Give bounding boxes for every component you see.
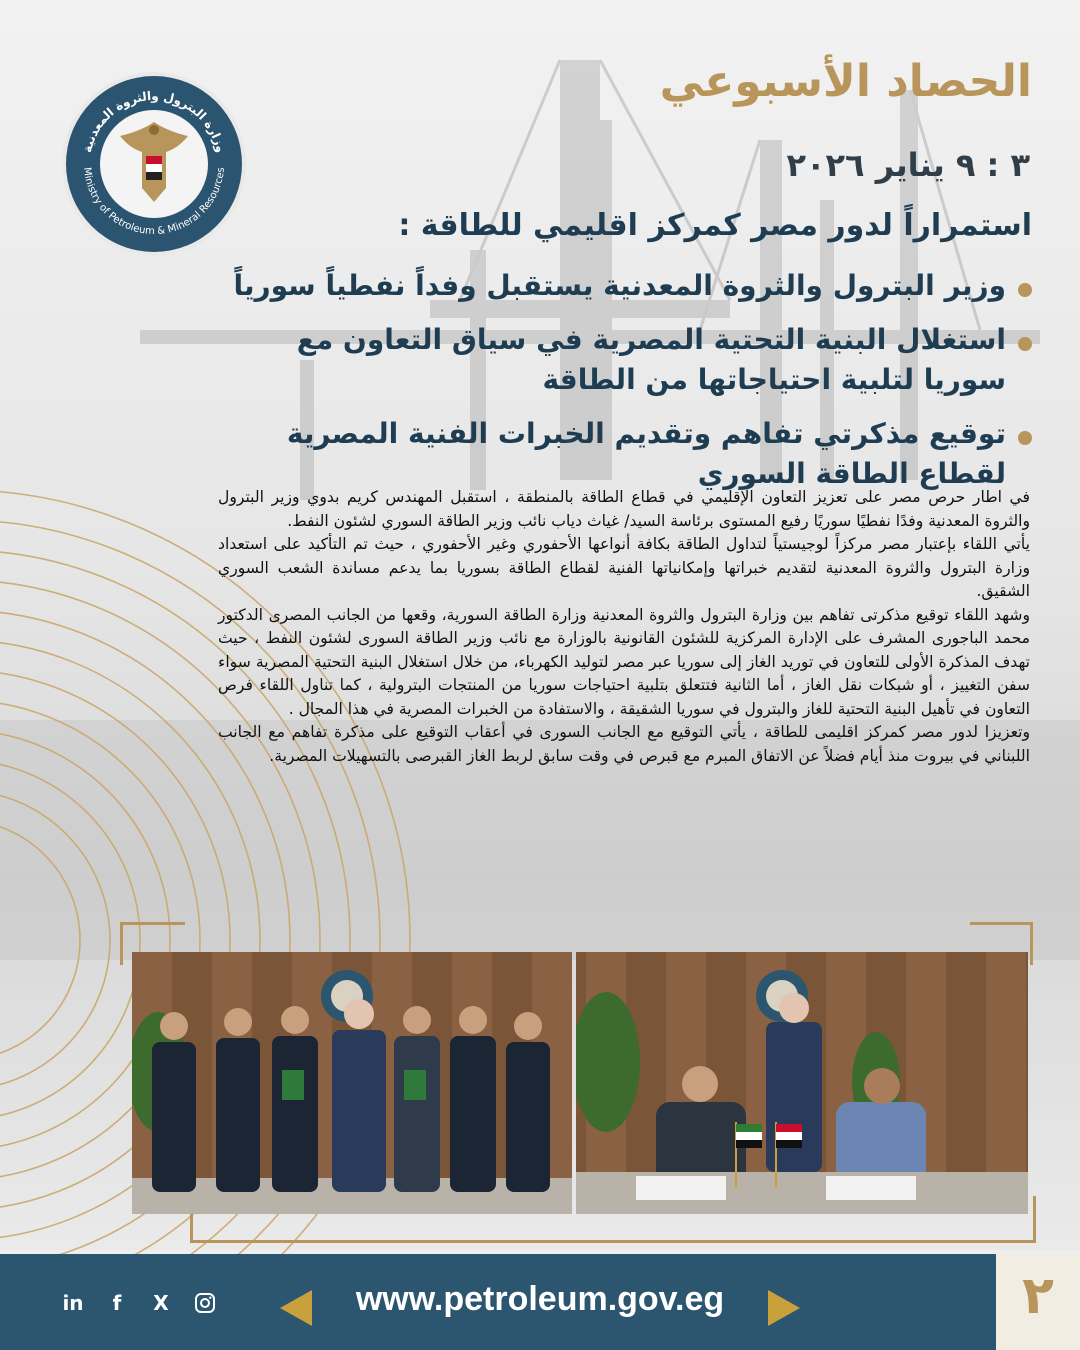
body-paragraph: وشهد اللقاء توقيع مذكرتى تفاهم بين وزارة البترول والثروة المعدنية وزارة الطاقة السورية، وقعها من الجانب المصرى الدكتور محمد الباجورى المشرف على الإدارة المركزية للشئون القانونية بالوزارة مع نائب وزير الطاقة السورى لشئون النفط ، حيث تهدف المذكرة الأولى للتعاون في توريد الغاز إلى سوريا عبر مصر لتوليد الكهرباء، من خلال استغلال البنية التحتية المصرية سواء سفن التغييز ، أو شبكات نقل الغاز ، أما الثانية فتتعلق بتلبية احتياجات سوريا من المنتجات البترولية ، كما تناول اللقاء فرص التعاون في تأهيل البنية التحتية للغاز والبترول في سوريا الشقيقة ، والاستفادة من الخبرات المصرية في هذا المجال . bbox=[218, 605, 1030, 718]
footer-bar bbox=[0, 1254, 1080, 1350]
page-title: الحصاد الأسبوعي bbox=[659, 56, 1032, 107]
website-link[interactable]: www.petroleum.gov.eg bbox=[355, 1280, 725, 1318]
page-number: ٢ bbox=[996, 1254, 1080, 1350]
bullet-item: استغلال البنية التحتية المصرية في سياق التعاون مع سوريا لتلبية احتياجاتها من الطاقة bbox=[220, 320, 1032, 400]
next-arrow-icon[interactable] bbox=[768, 1290, 800, 1326]
svg-text:Ministry of Petroleum & Minera: Ministry of Petroleum & Mineral Resources bbox=[80, 166, 227, 238]
headline: استمراراً لدور مصر كمركز اقليمي للطاقة : bbox=[398, 208, 1032, 243]
x-icon[interactable]: X bbox=[153, 1291, 169, 1315]
date-range: ٣ : ٩ يناير ٢٠٢٦ bbox=[786, 146, 1030, 184]
bullet-item: توقيع مذكرتي تفاهم وتقديم الخبرات الفنية المصرية لقطاع الطاقة السوري bbox=[220, 414, 1032, 494]
bullet-dot-icon bbox=[1018, 337, 1032, 351]
bullet-item: وزير البترول والثروة المعدنية يستقبل وفداً نفطياً سورياً bbox=[220, 266, 1032, 306]
social-links bbox=[58, 1288, 220, 1318]
instagram-icon[interactable] bbox=[190, 1288, 220, 1318]
bullet-dot-icon bbox=[1018, 431, 1032, 445]
eagle-emblem-icon bbox=[66, 76, 242, 252]
ministry-logo bbox=[66, 76, 242, 252]
article-body bbox=[218, 486, 1030, 768]
bullet-dot-icon bbox=[1018, 283, 1032, 297]
previous-arrow-icon[interactable] bbox=[280, 1290, 312, 1326]
svg-text:وزارة البترول والثروة المعدنية: وزارة البترول والثروة المعدنية bbox=[80, 88, 228, 154]
body-paragraph: في اطار حرص مصر على تعزيز التعاون الإقليمي في قطاع الطاقة بالمنطقة ، استقبل المهندس كريم بدوي وزير البترول والثروة المعدنية وفدًا نفطيًا سوريًا رفيع المستوى برئاسة السيد/ غياث دياب نائب وزير الطاقة السوري لشئون النفط. bbox=[218, 488, 1030, 530]
linkedin-icon[interactable]: in bbox=[62, 1291, 84, 1315]
photo-signing-ceremony bbox=[576, 952, 1028, 1214]
body-paragraph: يأتي اللقاء بإعتبار مصر مركزاً لوجيستياً لتداول الطاقة بكافة أنواعها الأحفوري وغير الأحفوري ، حيث تم التأكيد على استعداد وزارة البترول والثروة المعدنية لتقديم خبراتها وإمكانياتها الفنية لقطاع الطاقة بسوريا بما يدعم مساندة الشعب السوري الشقيق. bbox=[218, 535, 1030, 600]
facebook-icon[interactable]: f bbox=[112, 1291, 122, 1315]
body-paragraph: وتعزيزا لدور مصر كمركز اقليمى للطاقة ، يأتي التوقيع مع الجانب السورى في أعقاب التوقيع على مذكرة تفاهم مع الجانب اللبناني في بيروت منذ أيام فضلاً عن الاتفاق المبرم مع قبرص في وقت سابق لربط الغاز القبرصى بالتسهيلات المصرية. bbox=[218, 723, 1030, 765]
photo-delegation-group bbox=[132, 952, 572, 1214]
headline-bullets bbox=[220, 266, 1032, 508]
